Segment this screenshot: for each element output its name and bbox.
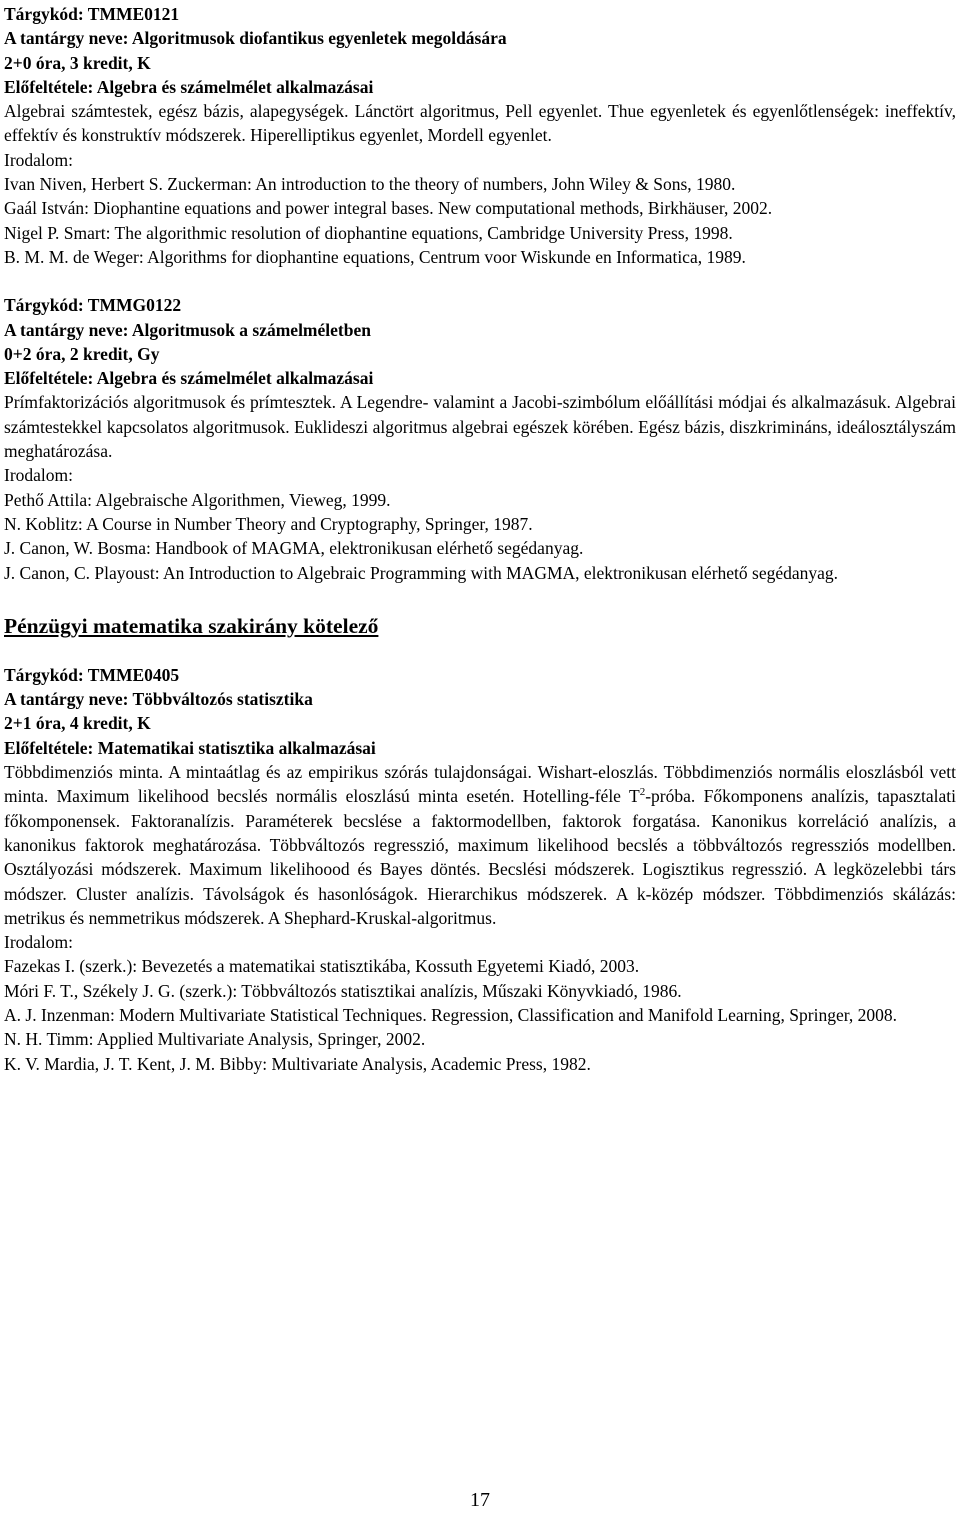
- course-hours: 0+2 óra, 2 kredit, Gy: [4, 343, 160, 364]
- literature-label: Irodalom:: [4, 932, 74, 953]
- course-prerequisite: Előfeltétele: Algebra és számelmélet alkalmazásai: [4, 368, 374, 389]
- reference-item: K. V. Mardia, J. T. Kent, J. M. Bibby: Multivariate Analysis, Academic Press, 1982.: [4, 1053, 591, 1074]
- course-description: Algebrai számtestek, egész bázis, alapegységek. Lánctört algoritmus, Pell egyenlet. Thue egyenletek és egyenlőtlenségek: ineffektív, effektív és konstruktív módszerek. Hiperelliptikus egyenlet, Mordell egyenlet.: [4, 101, 956, 146]
- reference-item: Nigel P. Smart: The algorithmic resolution of diophantine equations, Cambridge University Press, 1998.: [4, 222, 733, 243]
- document-page: [4, 2, 956, 1076]
- page-number: 17: [470, 1489, 490, 1511]
- reference-item: J. Canon, C. Playoust: An Introduction to Algebraic Programming with MAGMA, elektronikusan elérhető segédanyag.: [4, 562, 839, 583]
- reference-item: Pethő Attila: Algebraische Algorithmen, Vieweg, 1999.: [4, 489, 391, 510]
- reference-item: Fazekas I. (szerk.): Bevezetés a matematikai statisztikába, Kossuth Egyetemi Kiadó, 2003.: [4, 956, 640, 977]
- reference-item: Gaál István: Diophantine equations and power integral bases. New computational methods, Birkhäuser, 2002.: [4, 198, 773, 219]
- description-part: Többdimenziós minta. A mintaátlag és az empirikus szórás tulajdonságai. Wishart-eloszlás. Többdimenziós normális eloszlásból vett minta. Maximum likelihood becslés normális eloszlású minta esetén. Hotelling-féle T: [4, 762, 956, 807]
- course-name: A tantárgy neve: Algoritmusok diofantikus egyenletek megoldására: [4, 28, 507, 49]
- reference-item: N. Koblitz: A Course in Number Theory and Cryptography, Springer, 1987.: [4, 513, 533, 534]
- description-part: -próba. Főkomponens analízis, tapasztalati főkomponensek. Faktoranalízis. Paraméterek becslése a faktormodellben, faktorok forgatása. Kanonikus korreláció analízis, a kanonikus faktorok meghatározása. Többváltozós regresszió, maximum likelihood becslés a többváltozós regressziós modellben. Osztályozási módszerek. Maximum likelihoood és Bayes döntés. Becslési módszerek. Logisztikus regresszió. A legközelebbi társ módszer. Cluster analízis. Távolságok és hasonlóságok. Hierarchikus módszerek. A k-közép módszer. Többdimenziós skálázás: metrikus és nemmetrikus módszerek. A Shephard-Kruskal-algoritmus.: [4, 786, 956, 928]
- course-hours: 2+0 óra, 3 kredit, K: [4, 52, 151, 73]
- reference-item: Móri F. T., Székely J. G. (szerk.): Többváltozós statisztikai analízis, Műszaki Könyvkiadó, 1986.: [4, 980, 682, 1001]
- course-tmmg0122: [4, 293, 956, 585]
- reference-item: B. M. M. de Weger: Algorithms for diophantine equations, Centrum voor Wiskunde en Informatica, 1989.: [4, 246, 746, 267]
- course-code: Tárgykód: TMME0405: [4, 664, 180, 685]
- course-tmme0405: [4, 663, 956, 1076]
- reference-item: J. Canon, W. Bosma: Handbook of MAGMA, elektronikusan elérhető segédanyag.: [4, 538, 584, 559]
- course-hours: 2+1 óra, 4 kredit, K: [4, 713, 151, 734]
- course-code: Tárgykód: TMMG0122: [4, 295, 182, 316]
- course-code: Tárgykód: TMME0121: [4, 4, 180, 24]
- course-description: Prímfaktorizációs algoritmusok és prímtesztek. A Legendre- valamint a Jacobi-szimbólum előállítási módjai és alkalmazásuk. Algebrai számtestekkel kapcsolatos algoritmusok. Euklideszi algoritmus algebrai egészek körében. Egész bázis, diszkrimináns, ideálosztályszám meghatározása.: [4, 392, 956, 462]
- course-description: [4, 760, 956, 930]
- literature-label: Irodalom:: [4, 465, 74, 486]
- course-prerequisite: Előfeltétele: Matematikai statisztika alkalmazásai: [4, 737, 376, 758]
- course-prerequisite: Előfeltétele: Algebra és számelmélet alkalmazásai: [4, 76, 374, 97]
- reference-item: Ivan Niven, Herbert S. Zuckerman: An introduction to the theory of numbers, John Wiley & Sons, 1980.: [4, 174, 736, 195]
- literature-label: Irodalom:: [4, 149, 74, 170]
- course-tmme0121: [4, 2, 956, 269]
- course-name: A tantárgy neve: Algoritmusok a számelméletben: [4, 319, 371, 340]
- superscript: 2: [639, 786, 646, 799]
- course-name: A tantárgy neve: Többváltozós statisztika: [4, 689, 313, 710]
- reference-item: A. J. Inzenman: Modern Multivariate Statistical Techniques. Regression, Classification and Manifold Learning, Springer, 2008.: [4, 1004, 897, 1025]
- section-heading: Pénzügyi matematika szakirány kötelező: [4, 613, 379, 638]
- reference-item: N. H. Timm: Applied Multivariate Analysis, Springer, 2002.: [4, 1029, 426, 1050]
